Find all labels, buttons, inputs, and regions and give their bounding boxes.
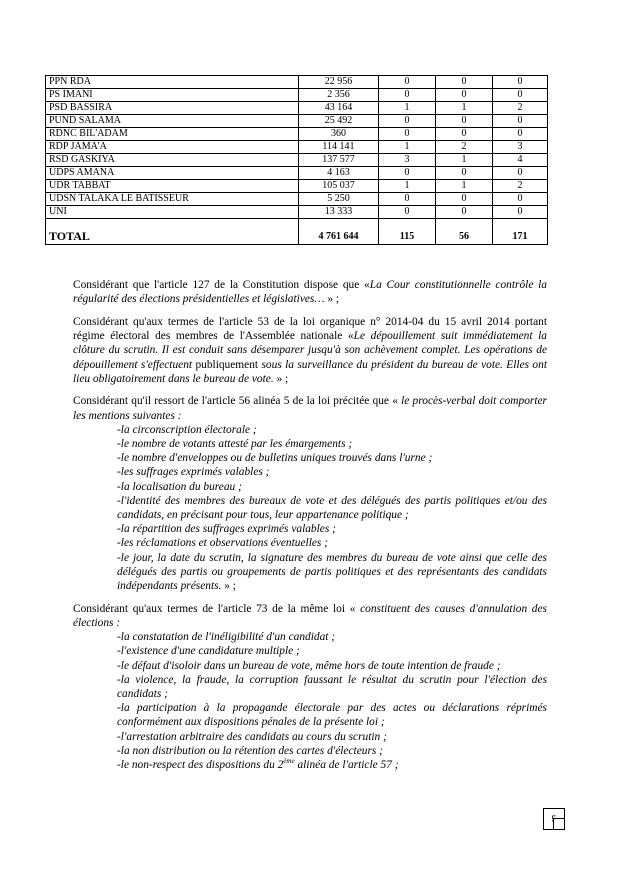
list-item: -la non distribution ou la rétention des cartes d'électeurs ; <box>117 744 383 757</box>
cell-votes: 2 356 <box>299 89 379 102</box>
list-item: -le nombre de votants attesté par les émargements ; <box>117 438 353 451</box>
table-row <box>46 193 548 206</box>
cell-col1: 0 <box>379 115 436 128</box>
cell-col3: 0 <box>493 115 548 128</box>
table-row <box>46 180 548 193</box>
cell-col2: 2 <box>436 141 493 154</box>
list-item: -la circonscription électorale ; <box>117 423 257 436</box>
cell-col3: 0 <box>493 167 548 180</box>
cell-col1: 0 <box>379 193 436 206</box>
cell-party: UNI <box>46 206 299 219</box>
cell-col3: 0 <box>493 128 548 141</box>
table-row <box>46 76 548 89</box>
total-col1: 115 <box>379 219 436 245</box>
total-col2: 56 <box>436 219 493 245</box>
paragraph-quote: Le dépouillement suit immédiatement la clôture du scrutin. Il est conduit sans désemparer jusqu'à son achèvement complet. Les opérations de dépouillement s'effectuent <box>73 330 548 371</box>
cell-party: PSD BASSIRA <box>46 102 299 115</box>
cell-col1: 0 <box>379 89 436 102</box>
cell-col2: 0 <box>436 167 493 180</box>
cell-col2: 1 <box>436 102 493 115</box>
list-item: -le nombre d'enveloppes ou de bulletins uniques trouvés dans l'urne ; <box>117 452 433 465</box>
list-item: -le non-respect des dispositions du 2ème alinéa de l'article 57 ; <box>117 757 399 771</box>
list-item: -les suffrages exprimés valables ; <box>117 466 270 479</box>
list-item: -l'existence d'une candidature multiple ; <box>117 645 300 658</box>
cell-col3: 0 <box>493 89 548 102</box>
cell-party: UDPS AMANA <box>46 167 299 180</box>
list-item: -les réclamations et observations éventuelles ; <box>117 537 328 550</box>
table-row <box>46 128 548 141</box>
table-row <box>46 89 548 102</box>
list-item: -la localisation du bureau ; <box>117 480 242 493</box>
table-row <box>46 115 548 128</box>
cell-party: RSD GASKIYA <box>46 154 299 167</box>
cell-party: PUND SALAMA <box>46 115 299 128</box>
paragraph-plain-word: publiquement <box>195 358 259 371</box>
paragraph-tail: » ; <box>327 293 340 306</box>
page-corner-fold-icon <box>553 818 564 829</box>
cell-party: UDSN TALAKA LE BATISSEUR <box>46 193 299 206</box>
table-row <box>46 102 548 115</box>
paragraph-article-53 <box>73 315 547 386</box>
cell-party: RDNC BIL'ADAM <box>46 128 299 141</box>
total-col3: 171 <box>493 219 548 245</box>
cell-votes: 105 037 <box>299 180 379 193</box>
cell-col3: 0 <box>493 206 548 219</box>
cell-votes: 114 141 <box>299 141 379 154</box>
cell-col1: 0 <box>379 206 436 219</box>
annulation-causes-list <box>73 630 547 772</box>
paragraph-tail: » ; <box>276 372 289 385</box>
list-item: -l'identité des membres des bureaux de vote et des délégués des partis politiques et/ou des candidats, en précisant pour tous, leur appartenance politique ; <box>117 494 547 522</box>
table-row <box>46 154 548 167</box>
cell-col2: 0 <box>436 206 493 219</box>
cell-party: PPN RDA <box>46 76 299 89</box>
cell-party: UDR TABBAT <box>46 180 299 193</box>
cell-col2: 0 <box>436 115 493 128</box>
cell-col3: 0 <box>493 76 548 89</box>
list-item: -le défaut d'isoloir dans un bureau de vote, même hors de toute intention de fraude ; <box>117 659 501 672</box>
paragraph-lead: Considérant qu'aux termes de l'article 53 de la loi organique n° 2014-04 du 15 avril 2014 portant régime électoral des membres de l'Assemblée nationale « <box>73 315 547 343</box>
cell-col2: 0 <box>436 89 493 102</box>
total-votes: 4 761 644 <box>299 219 379 245</box>
cell-col3: 0 <box>493 193 548 206</box>
paragraph-article-127 <box>73 278 547 306</box>
cell-col3: 2 <box>493 180 548 193</box>
cell-votes: 25 492 <box>299 115 379 128</box>
cell-party: PS IMANI <box>46 89 299 102</box>
cell-votes: 4 163 <box>299 167 379 180</box>
cell-col2: 1 <box>436 154 493 167</box>
cell-col2: 0 <box>436 76 493 89</box>
paragraph-quote: constituent des causes d'annulation des élections : <box>73 602 547 629</box>
pv-mentions-list <box>73 423 547 593</box>
table-row <box>46 206 548 219</box>
cell-votes: 43 164 <box>299 102 379 115</box>
cell-col3: 4 <box>493 154 548 167</box>
paragraph-lead: Considérant qu'il ressort de l'article 56 alinéa 5 de la loi précitée que « <box>73 395 402 408</box>
results-table-body <box>46 76 548 245</box>
paragraph-quote: le procès-verbal doit comporter les mentions suivantes : <box>73 395 547 422</box>
paragraph-lead: Considérant qu'aux termes de l'article 73 de la même loi « <box>73 602 361 615</box>
body-text <box>73 278 547 781</box>
cell-col1: 1 <box>379 180 436 193</box>
paragraph-quote: sous la surveillance du président du bureau de vote. Elles ont lieu obligatoirement dans le bureau de vote. <box>73 358 547 385</box>
cell-col1: 1 <box>379 102 436 115</box>
cell-col2: 0 <box>436 193 493 206</box>
cell-col3: 3 <box>493 141 548 154</box>
table-row <box>46 141 548 154</box>
cell-votes: 360 <box>299 128 379 141</box>
cell-col1: 0 <box>379 167 436 180</box>
cell-col1: 0 <box>379 76 436 89</box>
cell-votes: 13 333 <box>299 206 379 219</box>
paragraph-article-56 <box>73 394 547 422</box>
cell-col1: 0 <box>379 128 436 141</box>
list-item: -la répartition des suffrages exprimés valables ; <box>117 523 336 536</box>
list-item: -la constatation de l'inéligibilité d'un candidat ; <box>117 631 336 644</box>
cell-col1: 3 <box>379 154 436 167</box>
cell-col2: 1 <box>436 180 493 193</box>
paragraph-article-73 <box>73 602 547 630</box>
paragraph-quote: La Cour constitutionnelle contrôle la régularité des élections présidentielles et législatives… <box>73 279 547 306</box>
cell-col1: 1 <box>379 141 436 154</box>
list-item: -la participation à la propagande électorale par des actes ou déclarations réprimés conformément aux dispositions pénales de la présente loi ; <box>117 702 547 729</box>
cell-party: RDP JAMA'A <box>46 141 299 154</box>
cell-votes: 5 250 <box>299 193 379 206</box>
list-item: -le jour, la date du scrutin, la signature des membres du bureau de vote ainsi que celle des délégués des partis ou groupements de partis politiques et des représentants des candidats indépendants présents. » ; <box>117 551 547 593</box>
cell-votes: 137 577 <box>299 154 379 167</box>
paragraph-lead: Considérant que l'article 127 de la Constitution dispose que « <box>73 279 370 291</box>
list-item: -la violence, la fraude, la corruption faussant le résultat du scrutin pour l'élection des candidats ; <box>117 673 547 700</box>
list-item: -l'arrestation arbitraire des candidats au cours du scrutin ; <box>117 730 387 743</box>
cell-col3: 2 <box>493 102 548 115</box>
total-label: TOTAL <box>46 219 299 245</box>
cell-col2: 0 <box>436 128 493 141</box>
table-total-row <box>46 219 548 245</box>
cell-votes: 22 956 <box>299 76 379 89</box>
table-row <box>46 167 548 180</box>
results-table <box>45 75 548 245</box>
